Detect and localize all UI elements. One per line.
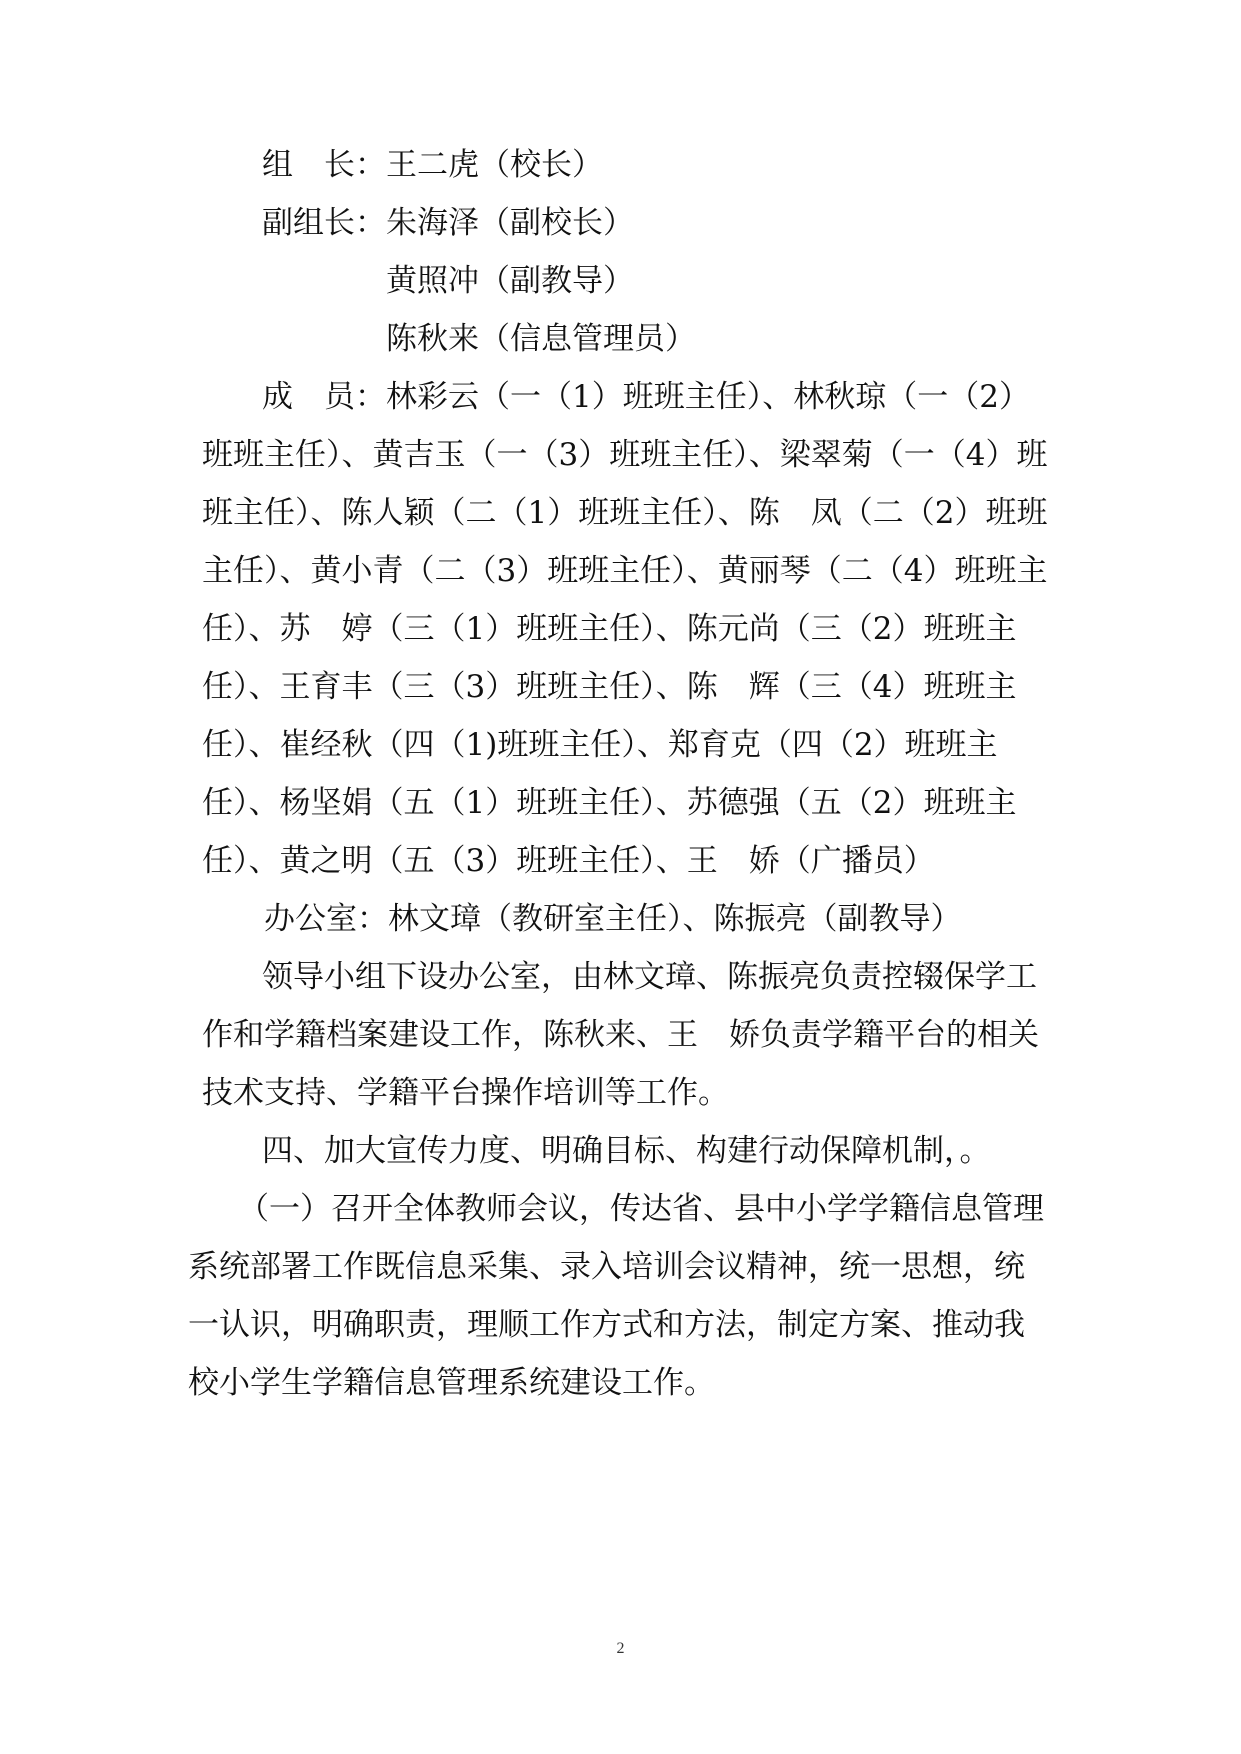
members-line-8: 任）、杨坚娟（五（1）班班主任）、苏德强（五（2）班班主 — [202, 785, 1017, 821]
office-paragraph-line-1: 领导小组下设办公室，由林文璋、陈振亮负责控辍保学工 — [262, 959, 1037, 995]
page-number: 2 — [616, 1640, 625, 1657]
section-paragraph-line-1: （一）召开全体教师会议，传达省、县中小学学籍信息管理 — [238, 1191, 1044, 1227]
members-line-9: 任）、黄之明（五（3）班班主任）、王 娇（广播员） — [202, 843, 935, 879]
section-heading: 四、加大宣传力度、明确目标、构建行动保障机制，。 — [262, 1133, 991, 1169]
deputy-leader-line-2: 黄照冲（副教导） — [386, 263, 634, 299]
members-line-3: 班主任）、陈人颖（二（1）班班主任）、陈 凤（二（2）班班 — [202, 495, 1048, 531]
office-paragraph-line-2: 作和学籍档案建设工作，陈秋来、王 娇负责学籍平台的相关 — [202, 1017, 1039, 1053]
members-line-1: 成 员：林彩云（一（1）班班主任）、林秋琼（一（2） — [262, 379, 1030, 415]
section-paragraph-line-2: 系统部署工作既信息采集、录入培训会议精神，统一思想，统 — [188, 1249, 1025, 1285]
members-line-5: 任）、苏 婷（三（1）班班主任）、陈元尚（三（2）班班主 — [202, 611, 1017, 647]
section-paragraph-line-3: 一认识，明确职责，理顺工作方式和方法，制定方案、推动我 — [188, 1307, 1025, 1343]
deputy-leader-line: 副组长：朱海泽（副校长） — [262, 205, 634, 241]
office-paragraph-line-3: 技术支持、学籍平台操作培训等工作。 — [202, 1075, 729, 1111]
members-line-2: 班班主任）、黄吉玉（一（3）班班主任）、梁翠菊（一（4）班 — [202, 437, 1048, 473]
leader-line: 组 长：王二虎（校长） — [262, 147, 603, 183]
section-paragraph-line-4: 校小学生学籍信息管理系统建设工作。 — [188, 1365, 715, 1401]
members-line-4: 主任）、黄小青（二（3）班班主任）、黄丽琴（二（4）班班主 — [202, 553, 1048, 589]
members-line-7: 任）、崔经秋（四（1)班班主任）、郑育克（四（2）班班主 — [202, 727, 998, 763]
deputy-leader-line-3: 陈秋来（信息管理员） — [386, 321, 696, 357]
members-line-6: 任）、王育丰（三（3）班班主任）、陈 辉（三（4）班班主 — [202, 669, 1017, 705]
office-line: 办公室：林文璋（教研室主任）、陈振亮（副教导） — [264, 901, 962, 937]
